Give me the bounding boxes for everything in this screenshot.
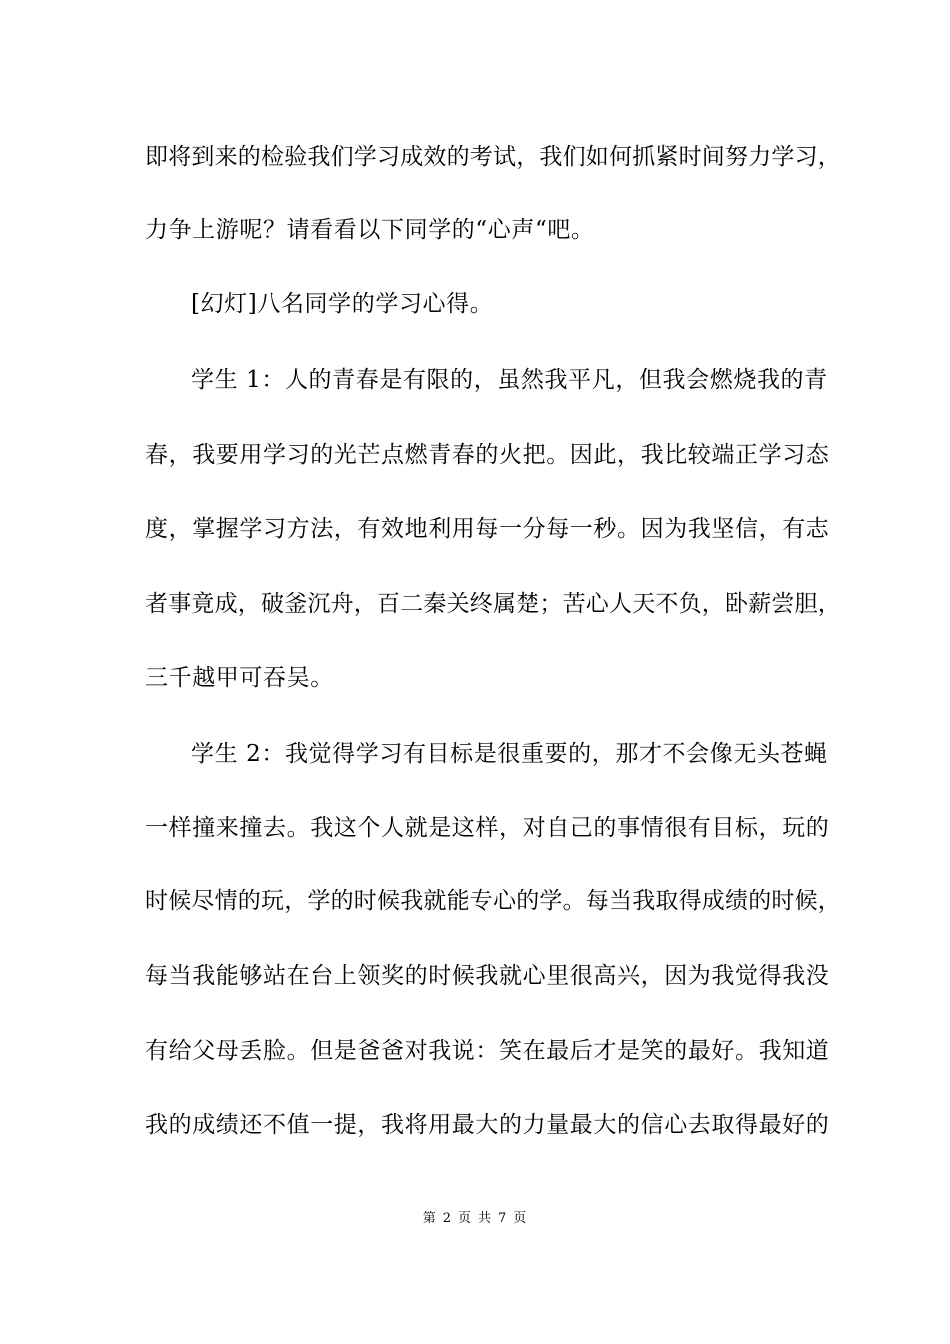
text-line: 度，掌握学习方法，有效地利用每一分每一秒。因为我坚信，有志 [145, 516, 830, 542]
text-line: 有给父母丢脸。但是爸爸对我说：笑在最后才是笑的最好。我知道 [145, 1038, 830, 1064]
text-line: 时候尽情的玩，学的时候我就能专心的学。每当我取得成绩的时候， [145, 888, 841, 914]
text-line: 者事竟成，破釜沉舟，百二秦关终属楚；苦心人天不负，卧薪尝胆， [145, 591, 841, 617]
text-line: 学生 1：人的青春是有限的，虽然我平凡，但我会燃烧我的青 [191, 367, 828, 393]
text-line: 一样撞来撞去。我这个人就是这样，对自己的事情很有目标，玩的 [145, 815, 830, 841]
page-footer [0, 1210, 950, 1228]
footer-suffix: 页 [513, 1211, 528, 1226]
text-line: 学生 2：我觉得学习有目标是很重要的，那才不会像无头苍蝇 [191, 741, 828, 767]
footer-total-word: 共 [478, 1211, 493, 1226]
text-line: 每当我能够站在台上领奖的时候我就心里很高兴，因为我觉得我没 [145, 963, 830, 989]
text-line: 三千越甲可吞吴。 [145, 665, 334, 691]
text-line: 我的成绩还不值一提，我将用最大的力量最大的信心去取得最好的 [145, 1112, 830, 1138]
text-line: 即将到来的检验我们学习成效的考试，我们如何抓紧时间努力学习， [145, 144, 841, 170]
text-line: 春，我要用学习的光芒点燃青春的火把。因此，我比较端正学习态 [145, 442, 830, 468]
text-line: 力争上游呢？请看看以下同学的“心声“吧。 [145, 217, 595, 243]
current-page-number: 2 [442, 1211, 452, 1226]
footer-page-word: 页 [457, 1211, 472, 1226]
footer-prefix: 第 [422, 1211, 437, 1226]
text-line: [幻灯]八名同学的学习心得。 [191, 291, 494, 317]
total-page-number: 7 [498, 1211, 508, 1226]
